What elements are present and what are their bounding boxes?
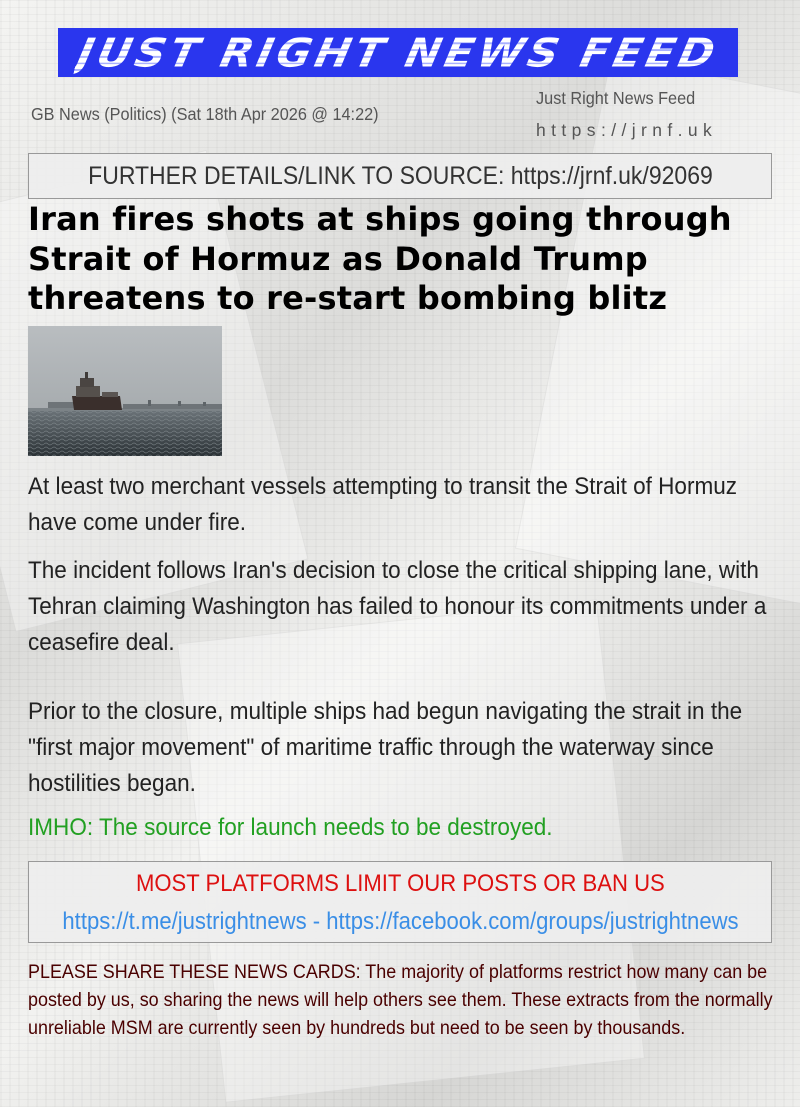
source-link-text[interactable]: FURTHER DETAILS/LINK TO SOURCE: https://jrnf.uk/92069 xyxy=(87,161,713,190)
article-paragraph: At least two merchant vessels attempting to transit the Strait of Hormuz have come under fire. xyxy=(28,473,738,536)
platform-ban-box xyxy=(28,861,772,943)
brand-banner xyxy=(58,28,738,77)
source-line: GB News (Politics) (Sat 18th Apr 2026 @ 14:22) xyxy=(31,104,379,124)
article-paragraph: The incident follows Iran's decision to close the critical shipping lane, with Tehran claiming Washington has failed to honour its commitments under a ceasefire deal. xyxy=(28,557,767,656)
social-links[interactable]: https://t.me/justrightnews - https://facebook.com/groups/justrightnews xyxy=(61,908,739,935)
platform-ban-title: MOST PLATFORMS LIMIT OUR POSTS OR BAN US xyxy=(135,870,665,897)
opinion-comment: IMHO: The source for launch needs to be destroyed. xyxy=(28,814,553,841)
brand-name: Just Right News Feed xyxy=(536,88,696,108)
ship-photo-icon xyxy=(28,326,222,456)
article-headline: Iran fires shots at ships going through Strait of Hormuz as Donald Trump threatens to re-start bombing blitz xyxy=(28,200,732,317)
share-appeal-note: PLEASE SHARE THESE NEWS CARDS: The majority of platforms restrict how many can be posted by us, so sharing the news will help others see them. These extracts from the normally unreliable MSM are currently seen by hundreds but need to be seen by thousands. xyxy=(28,961,773,1039)
brand-banner-title: JUST RIGHT NEWS FEED xyxy=(73,29,723,76)
brand-url[interactable]: https://jrnf.uk xyxy=(536,120,718,140)
source-link-box[interactable] xyxy=(28,153,772,199)
article-paragraph: Prior to the closure, multiple ships had begun navigating the strait in the "first major movement" of maritime traffic through the waterway since hostilities began. xyxy=(28,698,743,797)
